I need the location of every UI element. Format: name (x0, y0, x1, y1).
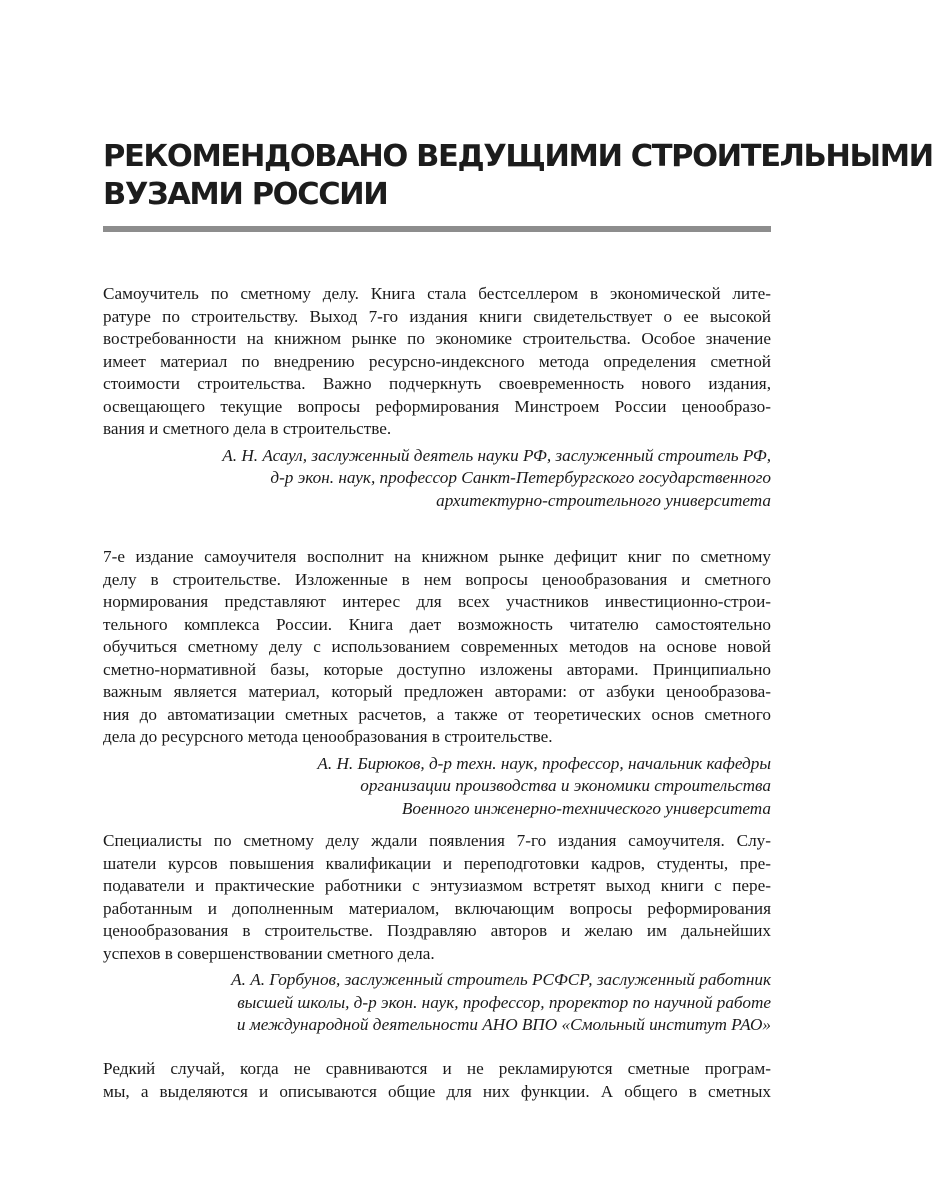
text-line: мы, а выделяются и описываются общие для них функции. А общего в сметных (103, 1081, 771, 1101)
text-line: тельного комплекса России. Книга дает возможность читателю самостоятельно (103, 614, 771, 634)
text-line: Специалисты по сметному делу ждали появления 7-го издания самоучителя. Слу- (103, 831, 771, 850)
signature-line: д-р экон. наук, профессор Санкт-Петербургского государственного (270, 468, 771, 487)
text-line: шатели курсов повышения квалификации и переподготовки кадров, студенты, пре- (103, 853, 771, 873)
page-title (103, 138, 933, 214)
text-line: важным является материал, который предложен авторами: от азбуки ценообразова- (103, 682, 771, 701)
review-block-2 (103, 546, 771, 820)
text-line: имеет материал по внедрению ресурсно-индексного метода определения сметной (103, 351, 771, 371)
review-block-4 (103, 1058, 771, 1103)
review-signature (103, 753, 771, 821)
text-line: подаватели и практические работники с энтузиазмом встретят выход книги с пере- (103, 876, 771, 895)
signature-line: архитектурно-строительного университета (436, 490, 771, 510)
text-line: обучиться сметному делу с использованием современных методов на основе новой (103, 637, 771, 656)
signature-line: А. Н. Асаул, заслуженный деятель науки РФ, заслуженный строитель РФ, (222, 445, 771, 465)
text-line: делу в строительстве. Изложенные в нем вопросы ценообразования и сметного (103, 569, 771, 589)
page-title-line: РЕКОМЕНДОВАНО ВЕДУЩИМИ СТРОИТЕЛЬНЫМИ (103, 139, 933, 174)
signature-line: А. А. Горбунов, заслуженный строитель РСФСР, заслуженный работник (231, 970, 771, 989)
text-line: дела до ресурсного метода ценообразования в строительстве. (103, 727, 553, 746)
signature-line: организации производства и экономики строительства (360, 776, 771, 795)
signature-line: высшей школы, д-р экон. наук, профессор, проректор по научной работе (237, 992, 771, 1012)
review-signature (103, 445, 771, 513)
text-line: Самоучитель по сметному делу. Книга стала бестселлером в экономической лите- (103, 284, 771, 303)
review-block-1 (103, 283, 771, 512)
text-line: освещающего текущие вопросы реформирования Минстроем России ценообразо- (103, 396, 771, 416)
text-line: ценообразования в строительстве. Поздравляю авторов и желаю им дальнейших (103, 921, 771, 940)
review-text (103, 546, 771, 749)
text-line: вания и сметного дела в строительстве. (103, 419, 392, 438)
heading-divider (103, 226, 771, 232)
review-signature (103, 969, 771, 1037)
signature-line: и международной деятельности АНО ВПО «Смольный институт РАО» (236, 1015, 771, 1034)
review-block-3 (103, 830, 771, 1037)
text-line: стоимости строительства. Важно подчеркнуть своевременность нового издания, (103, 374, 771, 393)
text-line: Редкий случай, когда не сравниваются и не рекламируются сметные програм- (103, 1059, 771, 1078)
review-text (103, 283, 771, 441)
review-text (103, 1058, 771, 1103)
signature-line: А. Н. Бирюков, д-р техн. наук, профессор, начальник кафедры (317, 753, 771, 773)
text-line: сметно-нормативной базы, которые доступно изложены авторами. Принципиально (103, 659, 771, 679)
text-line: работанным и дополненным материалом, включающим вопросы реформирования (103, 898, 771, 918)
text-line: 7-е издание самоучителя восполнит на книжном рынке дефицит книг по сметному (103, 547, 771, 566)
text-line: нормирования представляют интерес для всех участников инвестиционно-строи- (103, 592, 771, 611)
review-text (103, 830, 771, 965)
text-line: ратуре по строительству. Выход 7-го издания книги свидетельствует о ее высокой (103, 306, 771, 326)
text-line: успехов в совершенствовании сметного дела. (103, 943, 435, 963)
page-title-line: ВУЗАМИ РОССИИ (103, 177, 388, 212)
text-line: ния до автоматизации сметных расчетов, а также от теоретических основ сметного (103, 704, 771, 724)
signature-line: Военного инженерно-технического университета (401, 798, 771, 818)
text-line: востребованности на книжном рынке по экономике строительства. Особое значение (103, 329, 771, 348)
